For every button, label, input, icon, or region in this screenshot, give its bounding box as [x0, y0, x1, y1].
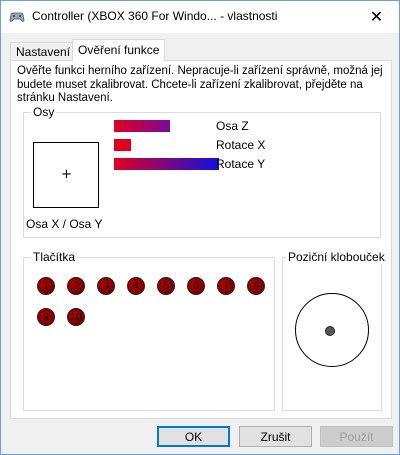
axes-group-legend: Osy: [33, 105, 55, 119]
axis-bar-label-0: Osa Z: [216, 119, 249, 133]
button-indicator-6: 6: [187, 277, 205, 295]
button-indicator-3: 3: [97, 277, 115, 295]
buttons-group: [23, 257, 275, 411]
button-indicator-10: 10: [67, 308, 85, 326]
button-indicator-4: 4: [127, 277, 145, 295]
close-icon: ✕: [369, 6, 384, 26]
description-text: Ověřte funkci herního zařízení. Nepracuje-li zařízení správně, možná jej budete muset zkalibrovat. Chcete-li zařízení zkalibrovat, přejděte na stránku Nastavení.: [17, 65, 383, 104]
button-indicator-9: 9: [37, 308, 55, 326]
axis-bar-1: [114, 139, 131, 151]
xy-axis-label: Osa X / Osa Y: [26, 217, 103, 231]
title-bar: [1, 1, 399, 33]
button-indicator-2: 2: [67, 277, 85, 295]
button-indicator-7: 7: [217, 277, 235, 295]
button-indicator-5: 5: [157, 277, 175, 295]
close-button[interactable]: [354, 1, 399, 31]
axis-bar-label-2: Rotace Y: [216, 157, 266, 171]
window-title: Controller (XBOX 360 For Windo... - vlastnosti: [32, 9, 278, 23]
tab-settings[interactable]: Nastavení: [10, 42, 76, 61]
ok-button[interactable]: OK: [157, 426, 230, 447]
button-indicator-1: 1: [37, 277, 55, 295]
gamepad-icon: [9, 9, 25, 25]
axis-bar-2: [114, 158, 219, 170]
xy-axis-box: [33, 142, 99, 208]
tab-test[interactable]: Ověření funkce: [72, 39, 165, 61]
axis-bar-0: [114, 120, 170, 132]
xy-crosshair: +: [61, 167, 72, 182]
axis-bar-label-1: Rotace X: [216, 138, 266, 152]
pov-indicator: [325, 326, 335, 336]
button-indicator-8: 8: [247, 277, 265, 295]
cancel-button[interactable]: Zrušit: [239, 426, 312, 447]
buttons-group-legend: Tlačítka: [33, 250, 76, 264]
pov-group-legend: Poziční klobouček: [288, 250, 385, 264]
apply-button[interactable]: Použít: [320, 426, 393, 447]
